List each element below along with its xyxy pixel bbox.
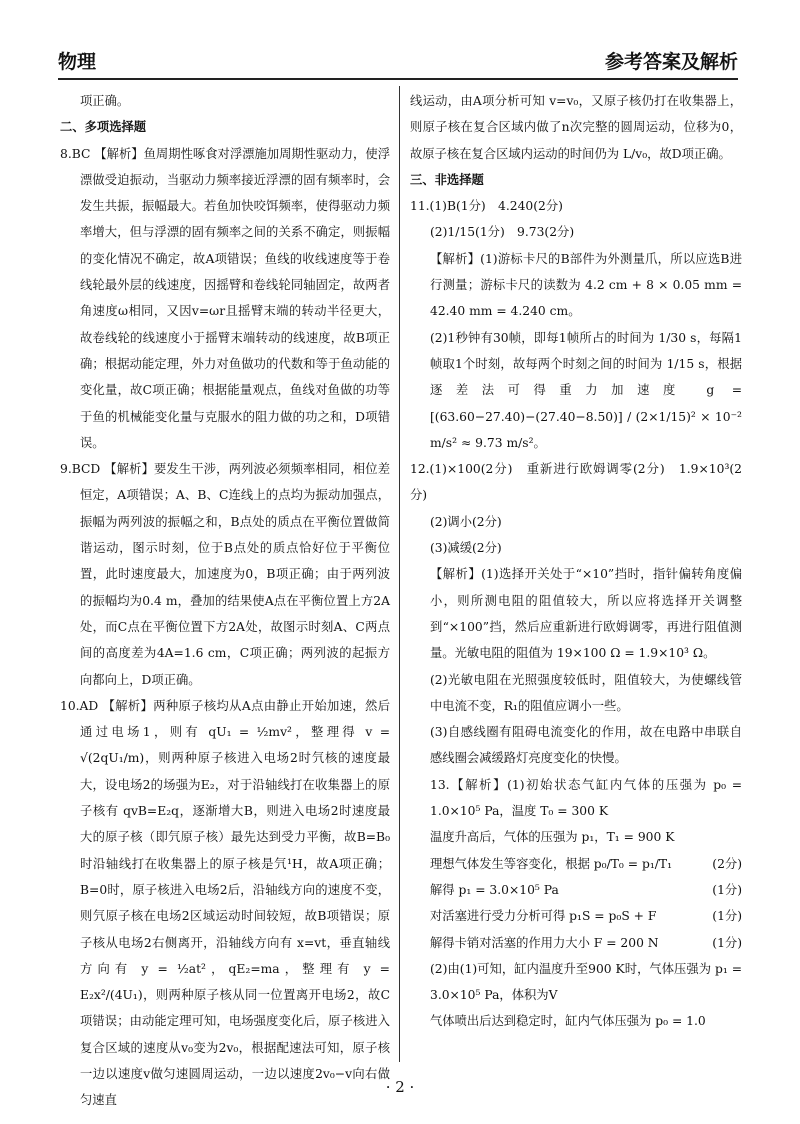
right-column — [410, 88, 742, 1064]
explanation-paragraph: 【解析】(1)选择开关处于“×10”挡时，指针偏转角度偏小，则所测电阻的阻值较大，所以应将选择开关调整到“×100”挡，然后应重新进行欧姆调零，再进行阻值测量。光敏电阻的阻值为 19×100 Ω = 1.9×10³ Ω。 — [430, 567, 742, 661]
step-text: 对活塞进行受力分析可得 p₁S = p₀S + F — [430, 909, 657, 924]
step-score: (1分) — [712, 909, 742, 924]
answer-explanation: 8.BC 【解析】鱼周期性啄食对浮漂施加周期性驱动力，使浮漂做受迫振动，当驱动力频率接近浮漂的固有频率时，会发生共振，振幅最大。若鱼加快咬饵频率，使得驱动力频率增大，但与浮漂的固有频率之间的关系不确定，则振幅的变化情况不确定，故A项错误；鱼线的收线速度等于卷线轮最外层的线速度，因摇臂和卷线轮同轴固定，故两者角速度ω相同，又因v=ωr且摇臂末端的转动半径更大，故卷线轮的线速度小于摇臂末端转动的线速度，故B项正确；根据动能定理，外力对鱼做功的代数和等于鱼动能的变化量，故C项正确；根据能量观点，鱼线对鱼做的功等于鱼的机械能变化量与克服水的阻力做的功之和，D项错误。 — [60, 146, 390, 450]
step-score: (2分) — [712, 856, 742, 871]
step-score: (1分) — [712, 882, 742, 897]
step-text: 理想气体发生等容变化，根据 p₀/T₀ = p₁/T₁ — [430, 856, 673, 871]
body-paragraph: 温度升高后，气体的压强为 p₁，T₁ = 900 K — [430, 830, 675, 845]
scored-step — [410, 930, 742, 956]
section-heading: 二、多项选择题 — [60, 119, 147, 135]
answer-explanation: 10.AD 【解析】两种原子核均从A点由静止开始加速，然后通过电场1，则有 qU₁ = ½mv²，整理得 v = √(2qU₁/m)，则两种原子核进入电场2时氕核的速度最大，设电场2的场强为E₂，对于沿轴线打在收集器上的原子核有 qvB=E₂q，逐渐增大B，则进入电场2时速度最大的原子核（即氕原子核）最先达到受力平衡，故B=B₀时沿轴线打在收集器上的原子核是氕¹H，故A项正确；B=0时，原子核进入电场2后，沿轴线方向的速度不变，则氕原子核在电场2区域运动时间较短，故B项错误；原子核从电场2右侧离开，沿轴线方向有 x=vt，垂直轴线方向有 y = ½at²，qE₂=ma，整理有 y = E₂x²/(4U₁)，则两种原子核从同一位置离开电场2，故C项错误；由动能定理可知，电场强度变化后，原子核进入复合区域的速度从v₀变为2v₀，根据配速法可知，原子核一边以速度v做匀速圆周运动，一边以速度2v₀−v向右做匀速直 — [60, 698, 390, 1108]
explanation-paragraph: 【解析】(1)游标卡尺的B部件为外测量爪，所以应选B进行测量；游标卡尺的读数为 4.2 cm + 8 × 0.05 mm = 42.40 mm = 4.240 cm。 — [430, 251, 742, 319]
scored-step — [410, 877, 742, 903]
body-paragraph: 线运动，由A项分析可知 v=v₀，又原子核仍打在收集器上，则原子核在复合区域内做了n次完整的圆周运动，位移为0，故原子核在复合区域内运动的时间仍为 L/v₀，故D项正确。 — [410, 94, 742, 161]
body-paragraph: (2)由(1)可知，缸内温度升至900 K时，气体压强为 p₁ = 3.0×10⁵ Pa，体积为V — [430, 961, 742, 1003]
scored-step — [410, 851, 742, 877]
answer-item: 11.(1)B(1分) 4.240(2分) — [410, 199, 563, 214]
subject-title: 物理 — [58, 51, 97, 73]
answer-item: (3)减缓(2分) — [430, 541, 502, 556]
section-title: 参考答案及解析 — [604, 51, 738, 73]
answer-item: 12.(1)×100(2分) 重新进行欧姆调零(2分) 1.9×10³(2分) — [410, 462, 742, 503]
body-paragraph: 气体喷出后达到稳定时，缸内气体压强为 p₀ = 1.0 — [430, 1014, 706, 1029]
body-paragraph: (2)1秒钟有30帧，即每1帧所占的时间为 1/30 s，每隔1帧取1个时刻，故每两个时刻之间的时间为 1/15 s，根据逐差法可得重力加速度 g = [(63.60−27.40)−(27.40−8.50)] / (2×1/15)² × 10⁻² m/s² ≈ 9.73 m/s²。 — [430, 330, 742, 450]
column-divider — [399, 86, 400, 1062]
step-text: 解得 p₁ = 3.0×10⁵ Pa — [430, 882, 559, 897]
page-number: · 2 · — [385, 1078, 415, 1096]
scored-step — [410, 903, 742, 929]
section-heading: 三、非选择题 — [410, 171, 484, 187]
step-score: (1分) — [712, 935, 742, 950]
answer-explanation: 9.BCD 【解析】要发生干涉，两列波必须频率相同，相位差恒定，A项错误；A、B、C连线上的点均为振动加强点，振幅为两列波的振幅之和，B点处的质点在平衡位置做简谐运动，图示时刻，位于B点处的质点恰好位于平衡位置，此时速度最大，加速度为0，B项正确；由于两列波的振幅均为0.4 m，叠加的结果使A点在平衡位置上方2A处，而C点在平衡位置下方2A处，故图示时刻A、C两点间的高度差为4A=1.6 cm，C项正确；两列波的起振方向都向上，D项正确。 — [60, 462, 390, 687]
explanation-paragraph: 13.【解析】(1)初始状态气缸内气体的压强为 p₀ = 1.0×10⁵ Pa，温度 T₀ = 300 K — [430, 777, 742, 819]
answer-item: (2)1/15(1分) 9.73(2分) — [430, 225, 575, 240]
page-header — [58, 44, 738, 80]
left-column — [60, 88, 390, 1108]
step-text: 解得卡销对活塞的作用力大小 F = 200 N — [430, 935, 659, 950]
answer-item: (2)调小(2分) — [430, 514, 502, 529]
body-paragraph: 项正确。 — [80, 94, 130, 108]
body-paragraph: (2)光敏电阻在光照强度较低时，阻值较大，为使螺线管中电流不变，R₁的阻值应调小一些。 — [430, 672, 742, 713]
body-paragraph: (3)自感线圈有阻碍电流变化的作用，故在电路中串联自感线圈会减缓路灯亮度变化的快慢。 — [430, 725, 742, 766]
